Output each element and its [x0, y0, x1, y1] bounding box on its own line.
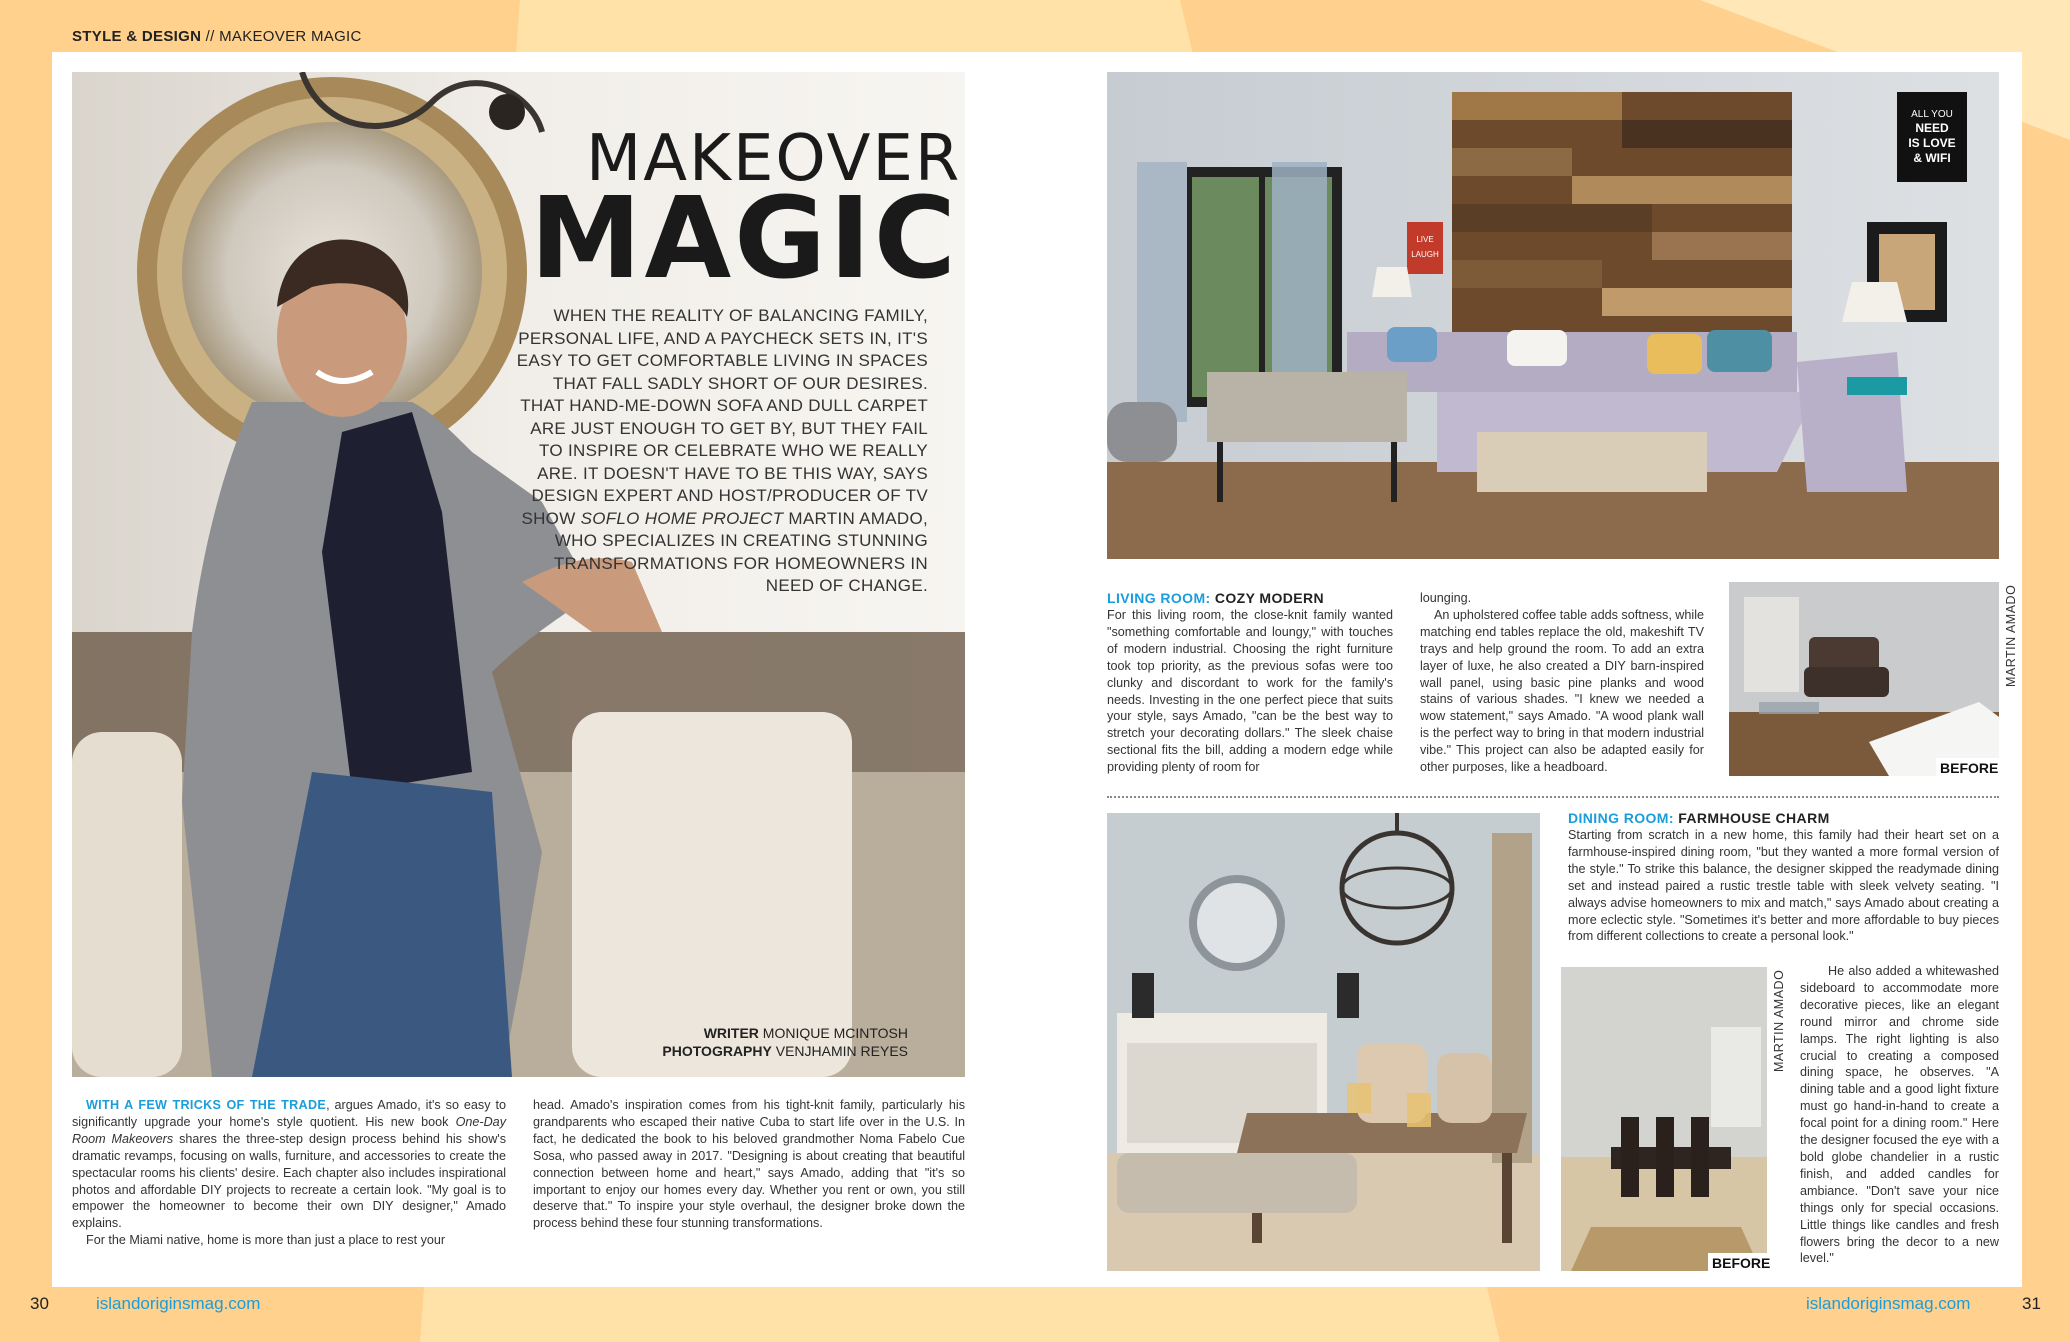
- left-footer-url[interactable]: islandoriginsmag.com: [96, 1294, 261, 1313]
- subsection-label: MAKEOVER MAGIC: [219, 28, 362, 45]
- wifi-sign-line2: NEED: [1915, 121, 1949, 135]
- dek-show-title: SOFLO HOME PROJECT: [580, 508, 784, 528]
- intro-paragraph-1: [72, 1097, 506, 1232]
- intro-text-b: shares the three-step design process behind his show's dramatic revamps, focusing on walls, furniture, and accessories to create the spectacular rooms his clients' desire. Each chapter also includes inspirational photos and affordable DIY projects to recreate a certain look. "My goal is to empower the homeowner to become their own DIY designer," Amado explains.: [72, 1131, 506, 1231]
- left-page-number: 30: [30, 1294, 49, 1313]
- section-label: STYLE & DESIGN: [72, 28, 202, 45]
- living-room-text-1: For this living room, the close-knit family wanted "something comfortable and loungy," with touches of modern industrial. Choosing the right furniture took top priority, as the previous sofas were too clunky and discordant to work for the family's needs. Investing in the one perfect piece that suits your style, says Amado, "can be the best way to stretch your decorating dollars." The sleek chaise sectional fits the bill, adding a modern edge while providing plenty of room for: [1107, 608, 1393, 775]
- photographer-name: VENJHAMIN REYES: [775, 1043, 908, 1059]
- wifi-sign-line4: & WIFI: [1913, 151, 1951, 165]
- living-room-heading: [1107, 590, 1324, 606]
- intro-column-2-text: head. Amado's inspiration comes from his tight-knit family, particularly his grandparents who escaped their native Cuba to start life over in the U.S. In fact, he dedicated the book to his beloved grandmother Noma Fabelo Cue Sosa, who passed away in 2017. "Designing is about creating that beautiful connection between home and heart," says Amado, adding that "it's so important to enjoy our homes every day. Whether you rent or own, you still deserve that." To inspire your style overhaul, the designer broke down the process behind these four stunning transformations.: [533, 1098, 965, 1231]
- living-room-column-2: [1420, 590, 1704, 776]
- small-sign-line1: LIVE: [1416, 235, 1434, 244]
- section-header: [72, 28, 362, 45]
- dek-text-b: MARTIN AMADO, WHO SPECIALIZES IN CREATING STUNNING TRANSFORMATIONS FOR HOMEOWNERS IN NEED OF CHANGE.: [553, 508, 928, 595]
- article-title-line1: MAKEOVER: [586, 122, 962, 196]
- book-title: One-Day Room Makeovers: [72, 1114, 506, 1146]
- intro-lead: WITH A FEW TRICKS OF THE TRADE: [86, 1098, 327, 1112]
- living-room-photo-credit: MARTIN AMADO: [2004, 584, 2018, 687]
- living-room-text-2b: An upholstered coffee table adds softness, while matching end tables replace the old, makeshift TV trays and help ground the room. To add an extra layer of luxe, he also created a DIY barn-inspired wall panel, using basic pine planks and wood stains of various shades. "I knew we needed a wow statement," says Amado. "A wood plank wall is the perfect way to bring in that modern industrial vibe." This project can also be adapted easily for other purposes, like a headboard.: [1420, 607, 1705, 775]
- dining-room-before-photo: [1561, 967, 1767, 1271]
- dining-room-text-1: Starting from scratch in a new home, this family had their heart set on a farmhouse-inspired dining room, "but they wanted a more formal version of the style." To strike this balance, the designer skipped the readymade dining set and instead paired a rustic trestle table with sleek velvety seating. "I always advise homeowners to mix and match," says Amado about creating a more eclectic style. "Sometimes it's better and more affordable to buy pieces from different collections to create a personal look.": [1568, 828, 1999, 944]
- dining-room-heading: [1568, 810, 1830, 826]
- dining-room-photo: [1107, 813, 1540, 1271]
- intro-paragraph-2: For the Miami native, home is more than just a place to rest your: [86, 1233, 446, 1248]
- section-divider: [1107, 796, 1999, 798]
- living-room-subtitle: COZY MODERN: [1214, 590, 1325, 606]
- right-footer-url[interactable]: islandoriginsmag.com: [1806, 1294, 1971, 1313]
- right-page-number: 31: [2022, 1294, 2041, 1313]
- article-dek: [508, 305, 928, 598]
- wifi-sign-line3: IS LOVE: [1908, 136, 1956, 150]
- article-credits: [662, 1024, 908, 1060]
- living-room-before-photo: [1729, 582, 1999, 776]
- dining-room-before-label: BEFORE: [1708, 1253, 1774, 1273]
- article-title-line2: MAGIC: [530, 174, 959, 304]
- dining-room-paragraph-1-block: [1568, 827, 1999, 945]
- dining-room-photo-credit: MARTIN AMADO: [1772, 969, 1786, 1072]
- small-sign-line2: LAUGH: [1411, 250, 1439, 259]
- photography-label: PHOTOGRAPHY: [662, 1043, 772, 1059]
- dining-room-label: DINING ROOM:: [1568, 810, 1674, 826]
- living-room-photo: [1107, 72, 1999, 559]
- dining-room-text-2: He also added a whitewashed sideboard to accommodate more decorative pieces, like an elegant round mirror and chrome side lamps. The right lighting is also crucial to creating a composed dining space, he observes. "A dining table and a good light fixture must go hand-in-hand to create a focal point for a dining room." Here the designer focused the eye with a bold globe chandelier in a rustic finish, and added candles for ambiance. "Don't save your nice things only for special occasions. Little things like candles and fresh flowers bring the decor to a new level.": [1800, 964, 1999, 1266]
- section-separator: //: [201, 28, 220, 45]
- dining-room-paragraph-2-block: [1800, 963, 1999, 1267]
- writer-name: MONIQUE MCINTOSH: [762, 1025, 908, 1041]
- intro-column-2: [533, 1097, 965, 1232]
- intro-text-a: , argues Amado, it's so easy to significantly upgrade your home's style quotient. His new book: [72, 1098, 506, 1129]
- writer-label: WRITER: [703, 1025, 759, 1041]
- living-room-text-2a: lounging.: [1420, 591, 1472, 605]
- living-room-column-1: [1107, 607, 1393, 776]
- wifi-sign-line1: ALL YOU: [1911, 109, 1953, 120]
- wood-plank-wall: [1452, 92, 1792, 342]
- living-room-label: LIVING ROOM:: [1107, 590, 1211, 606]
- dek-text-a: WHEN THE REALITY OF BALANCING FAMILY, PERSONAL LIFE, AND A PAYCHECK SETS IN, IT'S EASY TO GET COMFORTABLE LIVING IN SPACES THAT FALL SADLY SHORT OF OUR DESIRES. THAT HAND-ME-DOWN SOFA AND DULL CARPET ARE JUST ENOUGH TO GET BY, BUT THEY FAIL TO INSPIRE OR CELEBRATE WHO WE REALLY ARE. IT DOESN'T HAVE TO BE THIS WAY, SAYS DESIGN EXPERT AND HOST/PRODUCER OF TV SHOW: [516, 306, 928, 528]
- living-room-before-label: BEFORE: [1936, 758, 2002, 778]
- dining-room-subtitle: FARMHOUSE CHARM: [1678, 810, 1830, 826]
- intro-column-1: [72, 1097, 506, 1249]
